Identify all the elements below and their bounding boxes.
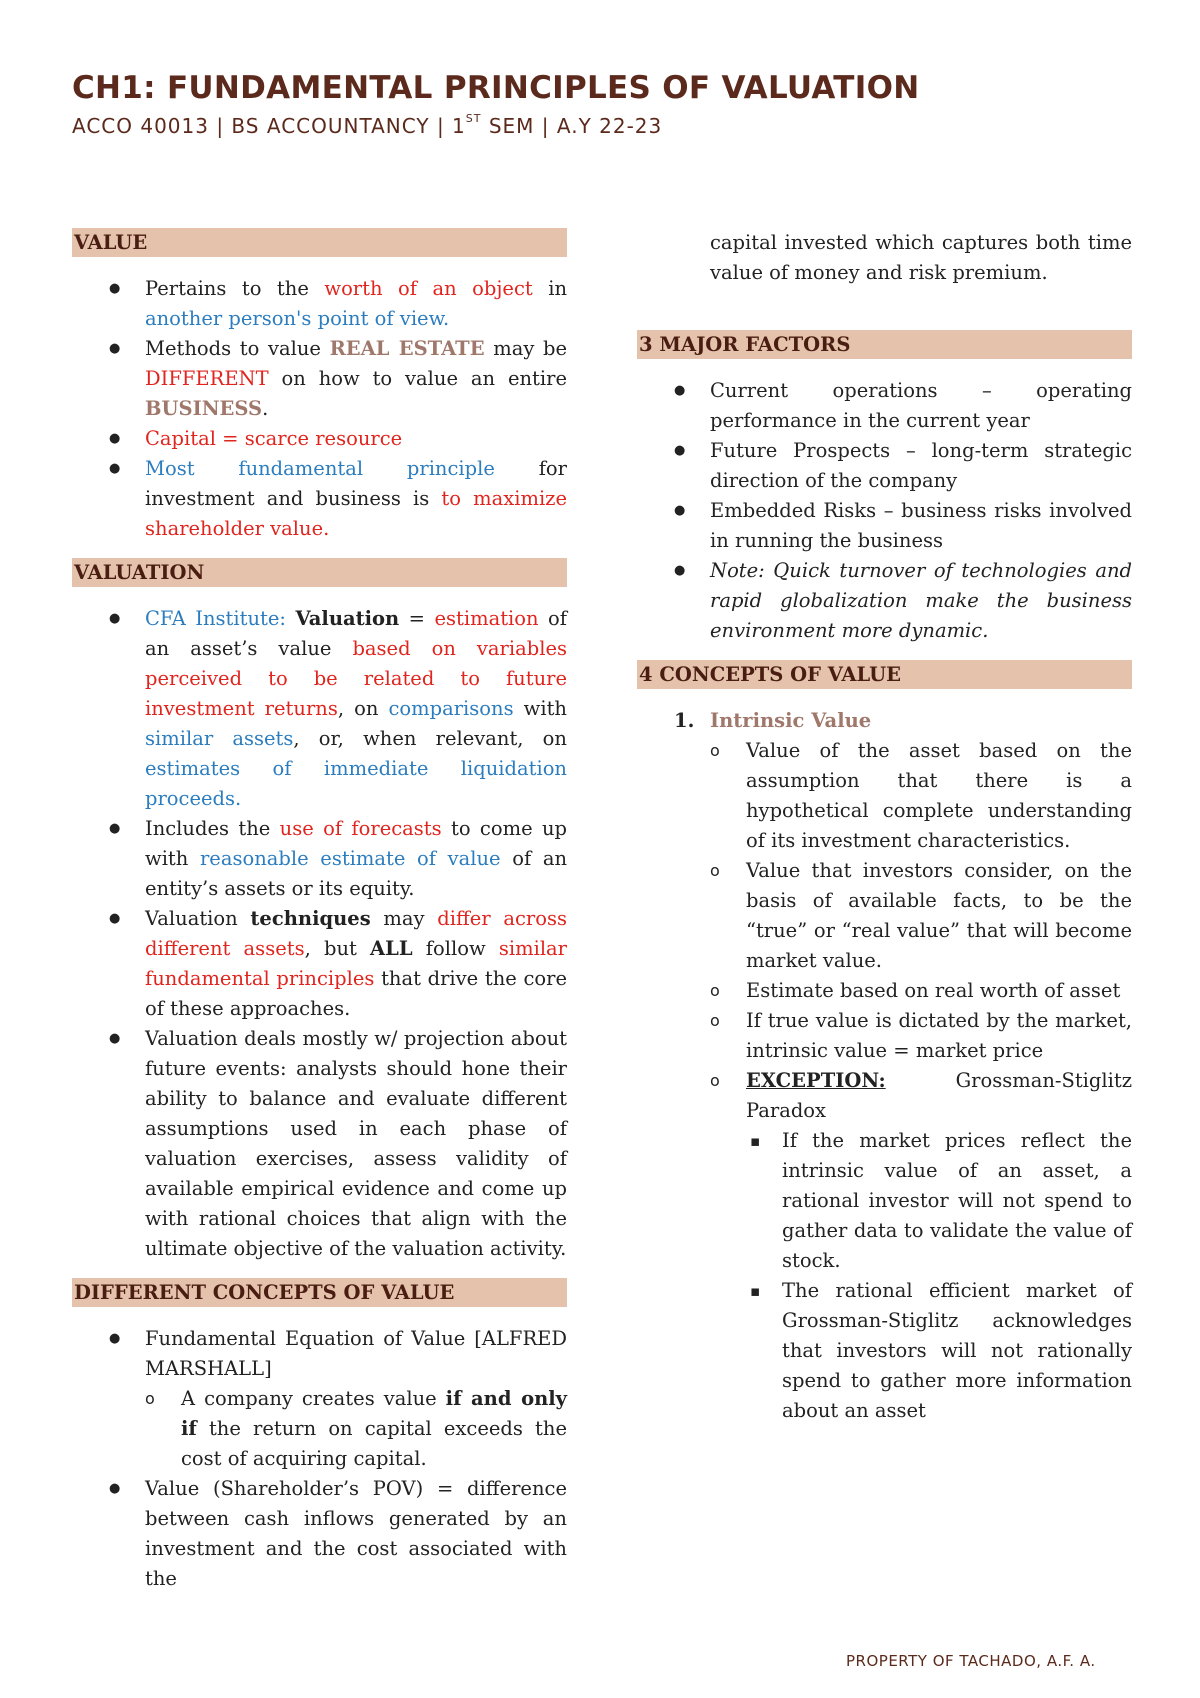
sub-list-item: o EXCEPTION: Grossman-Stiglitz Paradox ▪ If the market prices reflect the intrinsic value of an asset, a rational investor will not spend to gather data to validate the value of stock. ▪ The rational efficient market of Grossman-Stiglitz acknowledges that investors will not rationally spend to gather more information about an asset [710, 1066, 1132, 1426]
continued-text: capital invested which captures both time value of money and risk premium. [710, 231, 1132, 284]
list-item: ● Pertains to the worth of an object in another person's point of view. [72, 274, 567, 334]
sub-list [710, 736, 1132, 1426]
document-subtitle [72, 114, 662, 138]
list-item: ● Future Prospects – long-term strategic direction of the company [637, 436, 1132, 496]
list-item: ● Valuation deals mostly w/ projection about future events: analysts should hone their ability to balance and evaluate different assumptions used in each phase of valuation exercises, assess validity of available empirical evidence and come up with rational choices that align with the ultimate objective of the valuation activity. [72, 1024, 567, 1264]
section-heading-different-concepts: DIFFERENT CONCEPTS OF VALUE [72, 1278, 567, 1307]
section-heading-four-concepts: 4 CONCEPTS OF VALUE [637, 660, 1132, 689]
numbered-item: 1. Intrinsic Value o Value of the asset based on the assumption that there is a hypothetical complete understanding of its investment characteristics. o Value that investors consider, on the basis of available facts, to be the “true” or “real value” that will become market value. o Estimate based on real worth of asset o If true value is dictated by the market, intrinsic value = market price o EXCEPTION: Grossman-Stiglitz Paradox ▪ If the market prices reflect the intrinsic value of an asset, a rational investor will not spend to gather data to validate the value of stock. ▪ The rational efficient market of Grossman-Stiglitz acknowledges that investors will not rationally spend to gather more information about an asset [637, 706, 1132, 1426]
factors-list [637, 376, 1132, 646]
section-heading-valuation: VALUATION [72, 558, 567, 587]
list-item: ● Value (Shareholder’s POV) = difference between cash inflows generated by an investment and the cost associated with the [72, 1474, 567, 1594]
section-heading-value: VALUE [72, 228, 567, 257]
value-list [72, 274, 567, 544]
subtitle-superscript: ST [465, 112, 482, 125]
left-column [72, 228, 567, 1594]
sub-list-item: o Value of the asset based on the assumption that there is a hypothetical complete understanding of its investment characteristics. [710, 736, 1132, 856]
list-item: ● Most fundamental principle for investment and business is to maximize shareholder value. [72, 454, 567, 544]
item-number: 1. [674, 709, 695, 732]
sub-list-item: o Value that investors consider, on the basis of available facts, to be the “true” or “real value” that will become market value. [710, 856, 1132, 976]
list-item: ● Fundamental Equation of Value [ALFRED MARSHALL] o A company creates value if and only if the return on capital exceeds the cost of acquiring capital. [72, 1324, 567, 1474]
document-title: CH1: FUNDAMENTAL PRINCIPLES OF VALUATION [72, 70, 920, 106]
subtitle-course: ACCO 40013 | BS ACCOUNTANCY | 1 [72, 114, 466, 138]
list-item: ● Valuation techniques may differ across different assets, but ALL follow similar fundamental principles that drive the core of these approaches. [72, 904, 567, 1024]
list-item: ● Embedded Risks – business risks involved in running the business [637, 496, 1132, 556]
section-heading-major-factors: 3 MAJOR FACTORS [637, 330, 1132, 359]
sub-list-item: o A company creates value if and only if the return on capital exceeds the cost of acquiring capital. [145, 1384, 567, 1474]
list-item: ● Note: Quick turnover of technologies and rapid globalization make the business environment more dynamic. [637, 556, 1132, 646]
right-column [637, 228, 1132, 1426]
four-concepts-list [637, 706, 1132, 1426]
sub-list [145, 1384, 567, 1474]
concepts-list [72, 1324, 567, 1594]
sub-list-item: o If true value is dictated by the market, intrinsic value = market price [710, 1006, 1132, 1066]
sub-list-item: o Estimate based on real worth of asset [710, 976, 1132, 1006]
footer-property-note: PROPERTY OF TACHADO, A.F. A. [846, 1652, 1096, 1670]
sub-sub-list [746, 1126, 1132, 1426]
sub-sub-list-item: ▪ The rational efficient market of Grossman-Stiglitz acknowledges that investors will not rationally spend to gather more information about an asset [746, 1276, 1132, 1426]
list-item: ● Includes the use of forecasts to come up with reasonable estimate of value of an entity’s assets or its equity. [72, 814, 567, 904]
valuation-list [72, 604, 567, 1264]
sub-sub-list-item: ▪ If the market prices reflect the intrinsic value of an asset, a rational investor will not spend to gather data to validate the value of stock. [746, 1126, 1132, 1276]
list-item: ● Current operations – operating performance in the current year [637, 376, 1132, 436]
subtitle-term: SEM | A.Y 22-23 [481, 114, 663, 138]
list-item: ● Methods to value REAL ESTATE may be DIFFERENT on how to value an entire BUSINESS. [72, 334, 567, 424]
list-item: ● Capital = scarce resource [72, 424, 567, 454]
list-item: ● CFA Institute: Valuation = estimation of an asset’s value based on variables perceived to be related to future investment returns, on comparisons with similar assets, or, when relevant, on estimates of immediate liquidation proceeds. [72, 604, 567, 814]
